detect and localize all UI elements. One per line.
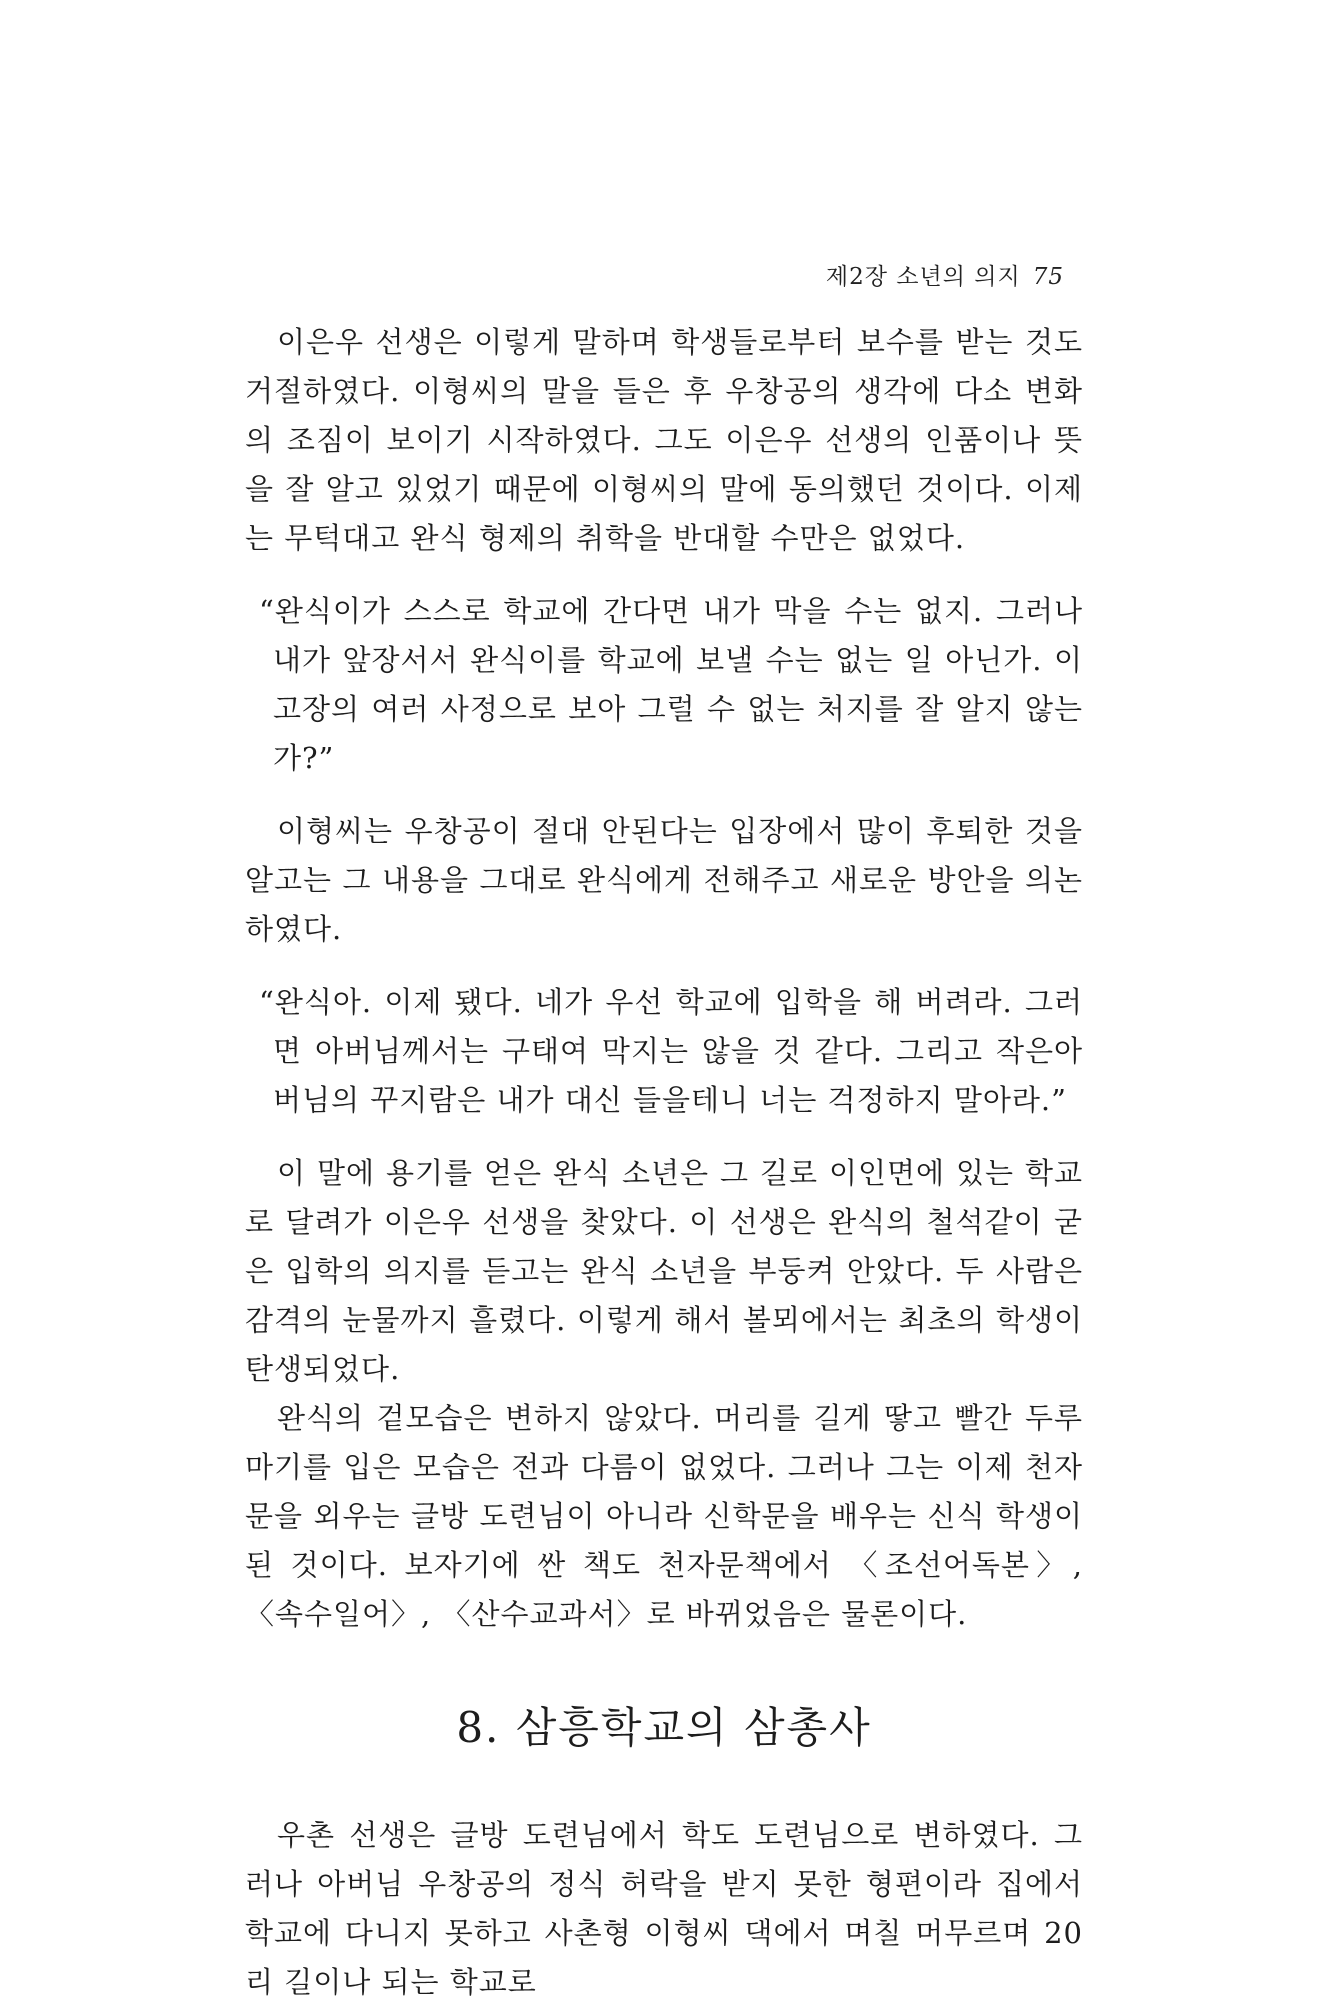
paragraph: 완식의 겉모습은 변하지 않았다. 머리를 길게 땋고 빨간 두루마기를 입은 모습은 전과 다름이 없었다. 그러나 그는 이제 천자문을 외우는 글방 도련님이 아니라 신학문을 배우는 신식 학생이 된 것이다. 보자기에 싼 책도 천자문책에서 〈조선어독본〉, 〈속수일어〉, 〈산수교과서〉로 바뀌었음은 물론이다. <box>245 1401 1083 1631</box>
section-heading: 8. 삼흥학교의 삼총사 <box>456 1703 872 1752</box>
quotation: “완식이가 스스로 학교에 간다면 내가 막을 수는 없지. 그러나 내가 앞장서서 완식이를 학교에 보낼 수는 없는 일 아닌가. 이 고장의 여러 사정으로 보아 그럴 수 없는 처지를 잘 알지 않는가?” <box>259 594 1083 775</box>
body-text <box>245 318 1083 2007</box>
page-number: 75 <box>1032 264 1064 290</box>
paragraph: 이형씨는 우창공이 절대 안된다는 입장에서 많이 후퇴한 것을 알고는 그 내용을 그대로 완식에게 전해주고 새로운 방안을 의논하였다. <box>245 814 1083 946</box>
paragraph: 이은우 선생은 이렇게 말하며 학생들로부터 보수를 받는 것도 거절하였다. 이형씨의 말을 들은 후 우창공의 생각에 다소 변화의 조짐이 보이기 시작하였다. 그도 이은우 선생의 인품이나 뜻을 잘 알고 있었기 때문에 이형씨의 말에 동의했던 것이다. 이제는 무턱대고 완식 형제의 취학을 반대할 수만은 없었다. <box>245 325 1083 555</box>
running-header <box>826 258 1064 291</box>
paragraph: 우촌 선생은 글방 도련님에서 학도 도련님으로 변하였다. 그러나 아버님 우창공의 정식 허락을 받지 못한 형편이라 집에서 학교에 다니지 못하고 사촌형 이형씨 댁에서 며칠 머무르며 20리 길이나 되는 학교로 <box>245 1818 1083 1999</box>
quotation: “완식아. 이제 됐다. 네가 우선 학교에 입학을 해 버려라. 그러면 아버님께서는 구태여 막지는 않을 것 같다. 그리고 작은아버님의 꾸지람은 내가 대신 들을테니 너는 걱정하지 말아라.” <box>259 985 1083 1117</box>
chapter-title: 제2장 소년의 의지 <box>825 264 1021 290</box>
paragraph: 이 말에 용기를 얻은 완식 소년은 그 길로 이인면에 있는 학교로 달려가 이은우 선생을 찾았다. 이 선생은 완식의 철석같이 굳은 입학의 의지를 듣고는 완식 소년을 부둥켜 안았다. 두 사람은 감격의 눈물까지 흘렸다. 이렇게 해서 볼뫼에서는 최초의 학생이 탄생되었다. <box>245 1156 1083 1386</box>
